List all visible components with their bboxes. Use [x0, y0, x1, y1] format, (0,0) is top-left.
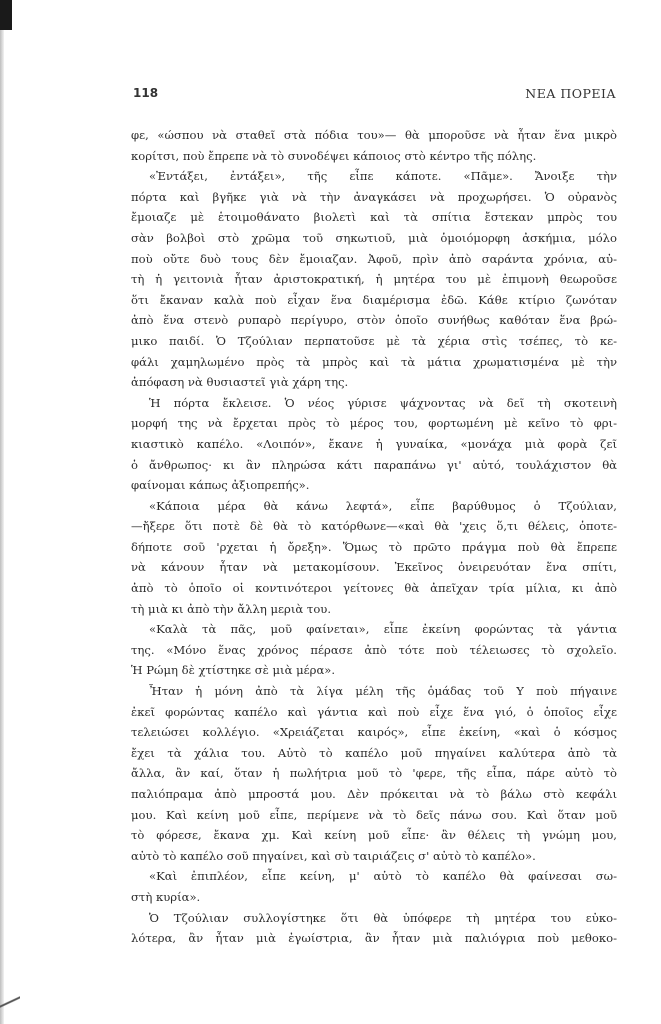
text-line: μου. Καὶ κείνη μοῦ εἶπε, περίμενε νὰ τὸ δεῖς πάνω σου. Καὶ ὅταν μοῦ — [131, 807, 617, 822]
text-line: ποὺ οὔτε δυὸ τους δὲν ἔμοιαζαν. Ἀφοῦ, πρὶν ἀπὸ σαράντα χρόνια, αὐ- — [131, 251, 617, 266]
text-line: «Καὶ ἐπιπλέον, εἶπε κείνη, μ' αὐτὸ τὸ καπέλο θὰ φαίνεσαι σω- — [149, 869, 617, 884]
text-line: ἄλλα, ἂν καί, ὅταν ἡ πωλήτρια μοῦ τὸ 'φερε, τῆς εἶπα, πάρε αὐτὸ τὸ — [131, 766, 617, 781]
text-line: Ὁ Τζούλιαν συλλογίστηκε ὅτι θὰ ὑπόφερε τὴ μητέρα του εὐκο- — [149, 910, 617, 925]
text-line: ἔχει τὰ χάλια του. Αὐτὸ τὸ καπέλο μοῦ πηγαίνει καλύτερα ἀπὸ τὰ — [131, 745, 617, 760]
text-line: δήποτε σοῦ 'ρχεται ἡ ὄρεξη». Ὅμως τὸ πρῶτο πράγμα ποὺ θὰ ἔπρεπε — [131, 539, 617, 554]
text-line: κορίτσι, ποὺ ἔπρεπε νὰ τὸ συνοδέψει κάποιος στὸ κέντρο τῆς πόλης. — [131, 148, 537, 163]
page-header — [133, 86, 616, 106]
text-line: μορφή της νὰ ἔρχεται πρὸς τὸ μέρος του, φορτωμένη μὲ κεῖνο τὸ φρι- — [131, 416, 617, 431]
text-line: πόρτα καὶ βγῆκε γιὰ νὰ τὴν ἀναγκάσει νὰ προχωρήσει. Ὁ οὐρανὸς — [131, 189, 617, 204]
text-line: παλιόπραμα ἀπὸ μπροστά μου. Δὲν πρόκειται νὰ τὸ βάλω στὸ κεφάλι — [131, 787, 617, 801]
text-line: φαίνομαι κάπως ἀξιοπρεπής». — [131, 478, 310, 493]
text-line: σὰν βολβοὶ στὸ χρῶμα τοῦ σηκωτιοῦ, μιὰ ὁμοιόμορφη ἀσκήμια, μόλο — [131, 230, 617, 245]
text-line: φε, «ώσπου νὰ σταθεῖ στὰ πόδια του»— θὰ μποροῦσε νὰ ἦταν ἕνα μικρὸ — [131, 128, 617, 142]
text-line: τὴ μιὰ κι ἀπὸ τὴν ἄλλη μεριὰ του. — [131, 601, 332, 616]
text-line: νὰ κάνουν ἦταν νὰ μετακομίσουν. Ἐκεῖνος ὀνειρευόταν ἕνα σπίτι, — [131, 560, 617, 575]
text-line: ἐκεῖ φορώντας καπέλο καὶ γάντια καὶ ποὺ εἶχε ἕνα γιό, ὁ ὁποῖος εἶχε — [131, 704, 617, 719]
text-line: στὴ κυρία». — [131, 889, 201, 904]
text-line: —ἤξερε ὅτι ποτὲ δὲ θὰ τὸ κατόρθωνε—«καὶ θὰ 'χεις ὅ,τι θέλεις, ὁποτε- — [131, 519, 617, 534]
text-line: ἔμοιαζε μὲ ἑτοιμοθάνατο βιολετὶ καὶ τὰ σπίτια ἔστεκαν μπρὸς του — [131, 210, 617, 225]
text-line: «Καλὰ τὰ πᾶς, μοῦ φαίνεται», εἶπε ἐκείνη φορώντας τὰ γάντια — [149, 622, 617, 637]
page-number: 118 — [133, 86, 159, 100]
text-line: Ἡ Ρώμη δὲ χτίστηκε σὲ μιὰ μέρα». — [131, 663, 336, 678]
text-line: ὁ ἄνθρωπος· κι ἂν πληρώσα κάτι παραπάνω γι' αὐτό, τουλάχιστον θὰ — [131, 457, 617, 472]
text-line: ἀπὸ τὸ ὁποῖο οἱ κοντινότεροι γείτονες θὰ ἀπεῖχαν τρία μίλια, κι ἀπὸ — [131, 581, 617, 596]
text-line: κιαστικὸ καπέλο. «Λοιπόν», ἔκανε ἡ γυναίκα, «μονάχα μιὰ φορὰ ζεῖ — [131, 436, 617, 451]
text-line: τὸ φόρεσε, ἔκανα χμ. Καὶ κείνη μοῦ εἶπε· ἂν θέλεις τὴ γνώμη μου, — [131, 828, 617, 843]
text-line: λότερα, ἂν ἦταν μιὰ ἐγωίστρια, ἂν ἦταν μιὰ παλιόγρια ποὺ μεθοκο- — [131, 931, 617, 946]
text-line: φάλι χαμηλωμένο πρὸς τὰ μπρὸς καὶ τὰ μάτια χρωματισμένα μὲ τὴν — [131, 354, 617, 369]
scan-corner-mark-top — [0, 0, 12, 30]
text-line: ὅτι ἔκαναν καλὰ ποὺ εἶχαν ἕνα διαμέρισμα ἐδῶ. Κάθε κτίριο ζωνόταν — [131, 292, 617, 307]
text-body — [131, 125, 617, 949]
text-line: Ἦταν ἡ μόνη ἀπὸ τὰ λίγα μέλη τῆς ὁμάδας τοῦ Υ ποὺ πήγαινε — [149, 684, 617, 699]
text-line: Ἡ πόρτα ἔκλεισε. Ὁ νέος γύρισε ψάχνοντας νὰ δεῖ τὴ σκοτεινὴ — [149, 395, 617, 410]
scan-corner-mark-bottom — [0, 980, 20, 1024]
text-line: τελειώσει κολλέγιο. «Χρειάζεται καιρός», εἶπε ἐκείνη, «καὶ ὁ κόσμος — [131, 725, 617, 740]
text-line: ἀπόφαση νὰ θυσιαστεῖ γιὰ χάρη της. — [131, 375, 349, 390]
running-title: ΝΕΑ ΠΟΡΕΙΑ — [525, 86, 616, 101]
text-line: ἀπὸ ἕνα στενὸ ρυπαρὸ περίγυρο, στὸν ὁποῖο συνήθως καθόταν ἕνα βρώ- — [131, 313, 617, 328]
text-line: τὴ ἡ γειτονιὰ ἦταν ἀριστοκρατική, ἡ μητέρα του μὲ ἐπιμονὴ θεωροῦσε — [131, 272, 617, 287]
scan-left-edge-shadow — [0, 0, 4, 1024]
text-line: μικο παιδί. Ὁ Τζούλιαν περπατοῦσε μὲ τὰ χέρια στὶς τσέπες, τὸ κε- — [131, 333, 617, 348]
text-line: «Ἐντάξει, ἐντάξει», τῆς εἶπε κάποτε. «Πᾶμε». Ἄνοιξε τὴν — [149, 169, 617, 184]
text-line: αὐτὸ τὸ καπέλο σοῦ πηγαίνει, καὶ σὺ ταιριάζεις σ' αὐτὸ τὸ καπέλο». — [131, 848, 536, 863]
text-line: «Κάποια μέρα θὰ κάνω λεφτά», εἶπε βαρύθυμος ὁ Τζούλιαν, — [149, 498, 617, 513]
text-line: της. «Μόνο ἕνας χρόνος πέρασε ἀπὸ τότε ποὺ τέλειωσες τὸ σχολεῖο. — [131, 642, 617, 657]
